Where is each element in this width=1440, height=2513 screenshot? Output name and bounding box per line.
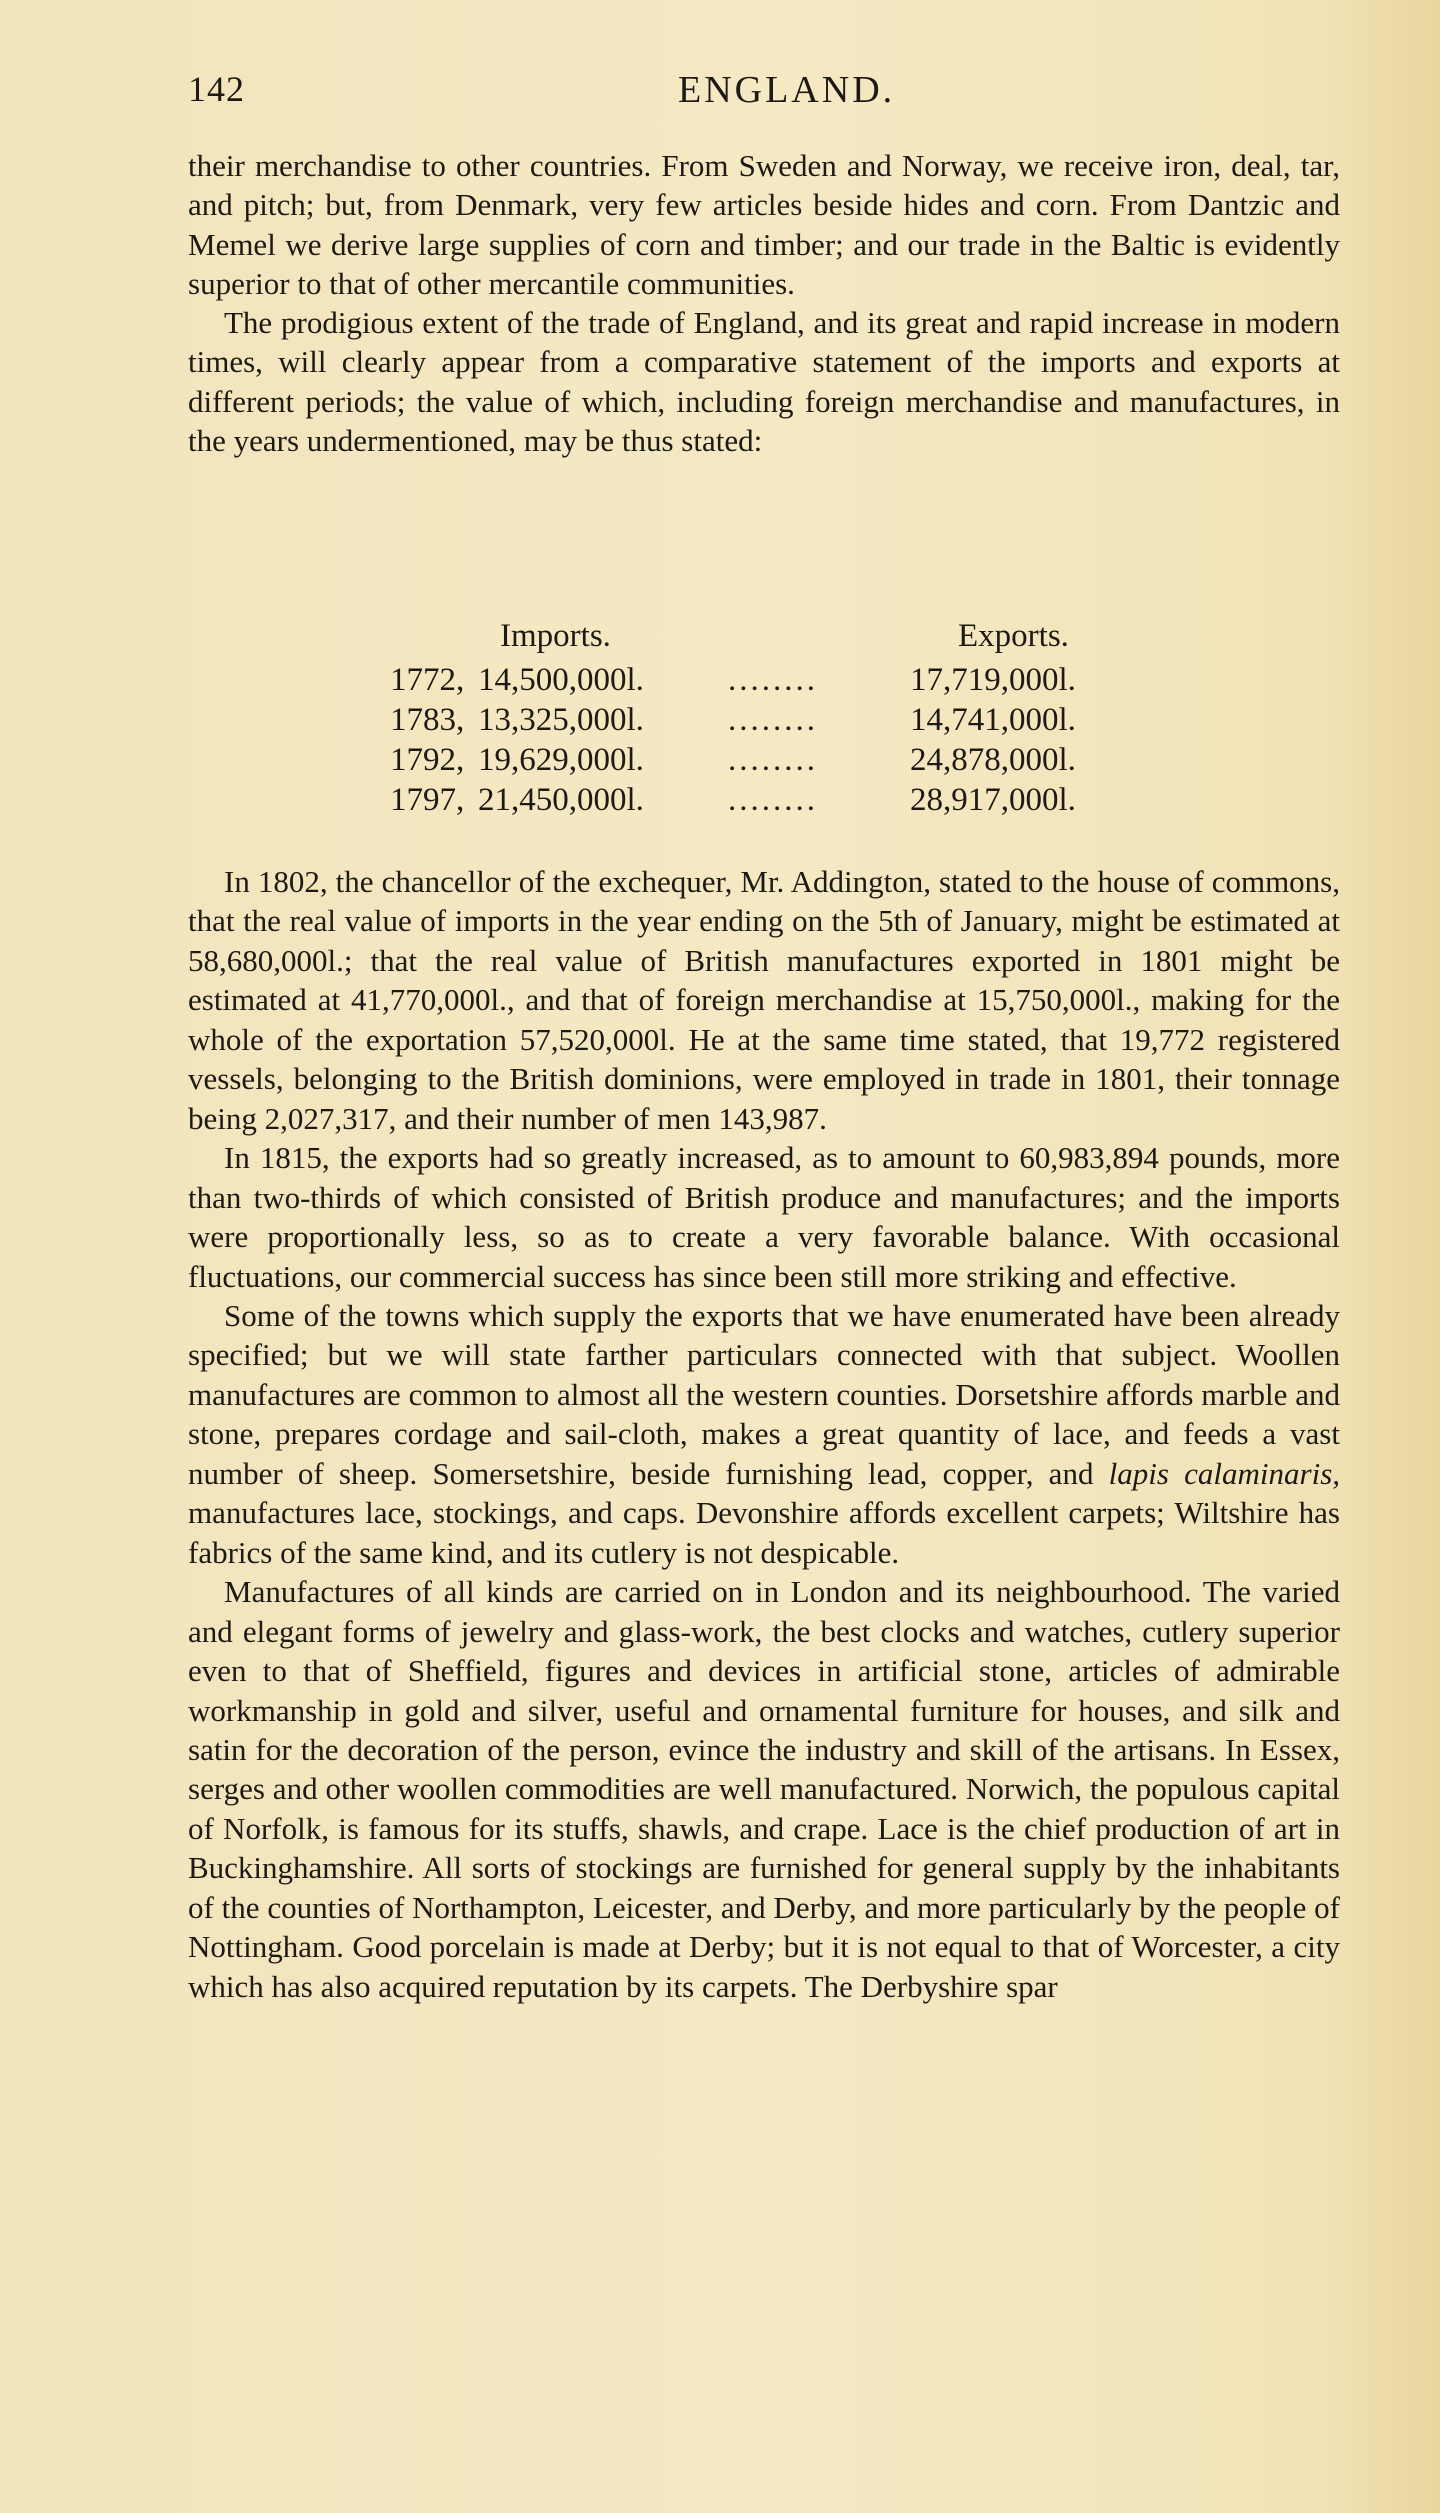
paragraph-london: Manufactures of all kinds are carried on in London and its neighbourhood. The varied and elegant forms of jewelry and glass-work, the best clocks and watches, cutlery superior even to that of Sheffield, figures and devices in artificial stone, articles of admirable workmanship in gold and silver, useful and ornamental furniture for houses, and silk and satin for the decoration of the person, evince the industry and skill of the artisans. In Essex, serges and other woollen commodities are well manufactured. Norwich, the populous capital of Norfolk, is famous for its stuffs, shawls, and crape. Lace is the chief production of art in Buckinghamshire. All sorts of stockings are furnished for general supply by the inhabitants of the counties of Northampton, Leicester, and Derby, and more particularly by the people of Nottingham. Good porcelain is made at Derby; but it is not equal to that of Worcester, a city which has also acquired reputation by its carpets. The Derbyshire spar (188, 1574, 1340, 2004)
exports-header: Exports. (958, 618, 1069, 654)
table-row (390, 700, 1150, 740)
row-year: 1792, (390, 742, 465, 778)
imports-header: Imports. (500, 618, 611, 654)
paragraph-towns (188, 1296, 1340, 1572)
paragraph-1815: In 1815, the exports had so greatly increased, as to amount to 60,983,894 pounds, more than two-thirds of which consisted of British produce and manufactures; and the imports were proportionally less, so as to create a very favorable balance. With occasional fluctuations, our commercial success has since been still more striking and effective. (188, 1140, 1340, 1294)
row-imports: 14,500,000l. (478, 662, 644, 698)
table-row (390, 740, 1150, 780)
row-leader: ........ (728, 742, 818, 778)
row-exports: 24,878,000l. (910, 742, 1076, 778)
row-leader: ........ (728, 782, 818, 818)
row-imports: 13,325,000l. (478, 702, 644, 738)
paragraph-towns-part-a: Some of the towns which supply the exports that we have enumerated have been already specified; but we will state farther particulars connected with that subject. Woollen manufactures are common to almost all the western counties. Dorsetshire affords marble and stone, prepares cordage and sail-cloth, makes a great quantity of lace, and feeds a vast number of sheep. Somersetshire, beside furnishing lead, copper, and (188, 1297, 1340, 1491)
row-exports: 28,917,000l. (910, 782, 1076, 818)
page-header (188, 68, 1340, 116)
paragraph-trade-baltic: their merchandise to other countries. From Sweden and Norway, we receive iron, deal, tar, and pitch; but, from Denmark, very few articles beside hides and corn. From Dantzic and Memel we derive large supplies of corn and timber; and our trade in the Baltic is evidently superior to that of other mercantile communities. (188, 148, 1340, 301)
top-text-block (188, 146, 1340, 460)
row-exports: 14,741,000l. (910, 702, 1076, 738)
table-row (390, 780, 1150, 820)
row-year: 1772, (390, 662, 465, 698)
table-row (390, 660, 1150, 700)
row-leader: ........ (728, 662, 818, 698)
row-year: 1797, (390, 782, 465, 818)
page-number: 142 (188, 69, 245, 109)
running-head: ENGLAND. (678, 69, 896, 111)
row-leader: ........ (728, 702, 818, 738)
row-imports: 21,450,000l. (478, 782, 644, 818)
row-imports: 19,629,000l. (478, 742, 644, 778)
row-year: 1783, (390, 702, 465, 738)
paragraph-trade-extent: The prodigious extent of the trade of England, and its great and rapid increase in modern times, will clearly appear from a comparative statement of the imports and exports at different periods; the value of which, including foreign merchandise and manufactures, in the years undermentioned, may be thus stated: (188, 305, 1340, 459)
italic-term: lapis calaminaris, (1108, 1455, 1341, 1491)
bottom-text-block (188, 862, 1340, 2006)
trade-table-header (390, 616, 1150, 660)
paragraph-1802: In 1802, the chancellor of the exchequer, Mr. Addington, stated to the house of commons, that the real value of imports in the year ending on the 5th of January, might be estimated at 58,680,000l.; that the real value of British manufactures exported in 1801 might be estimated at 41,770,000l., and that of foreign merchandise at 15,750,000l., making for the whole of the exportation 57,520,000l. He at the same time stated, that 19,772 registered vessels, belonging to the British dominions, were employed in trade in 1801, their tonnage being 2,027,317, and their number of men 143,987. (188, 864, 1340, 1136)
paragraph-towns-part-b: manufactures lace, stockings, and caps. Devonshire affords excellent carpets; Wiltshire has fabrics of the same kind, and its cutlery is not despicable. (188, 1495, 1340, 1570)
row-exports: 17,719,000l. (910, 662, 1076, 698)
trade-table (390, 616, 1150, 820)
